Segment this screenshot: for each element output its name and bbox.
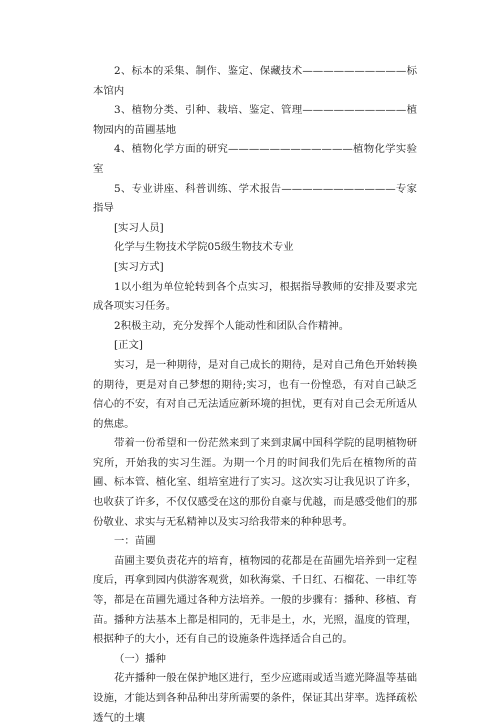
paragraph-line: 5、专业讲座、科普训练、学术报告———————————专家指导 [93, 182, 417, 215]
paragraph-line: 花卉播种一般在保护地区进行，至少应遮雨或适当遮光降温等基础设施，才能达到各种品种出芽所需要的条件，保证其出芽率。选择疏松透气的土壤 [93, 672, 417, 724]
section-heading: [实习人员] [114, 221, 164, 234]
paragraph-line: 4、植物化学方面的研究————————————植物化学实验室 [93, 143, 417, 175]
paragraph-line: 实习，是一种期待，是对自己成长的期待，是对自己角色开始转换的期待，更是对自己梦想的期待;实习，也有一份惶恐，有对自己缺乏信心的不安，有对自己无法适应新环境的担忧，更有对自己会无所适从的焦虑。 [93, 358, 417, 430]
paragraph-line: 2积极主动，充分发挥个人能动性和团队合作精神。 [114, 319, 350, 332]
paragraph-line: 3、植物分类、引种、栽培、鉴定、管理——————————植物园内的苗圃基地 [93, 104, 417, 136]
section-heading: [正文] [114, 339, 143, 352]
subsection-heading: 一：苗圃 [114, 535, 156, 548]
paragraph-line: 1以小组为单位轮转到各个点实习，根据指导教师的安排及要求完成各项实习任务。 [93, 280, 417, 313]
document-body [93, 62, 417, 728]
section-heading: [实习方式] [114, 260, 164, 273]
paragraph-line: 苗圃主要负责花卉的培育，植物园的花都是在苗圃先培养到一定程度后，再拿到园内供游客观赏，如秋海棠、千日红、石榴花、一串红等等，都是在苗圃先通过各种方法培养。一般的步骤有：播种、移植、育苗。播种方法基本上都是相同的，无非是土，水，光照，温度的管理，根据种子的大小，还有自己的设施条件选择适合自己的。 [93, 554, 417, 646]
subsection-heading: （一）播种 [114, 652, 166, 665]
paragraph-line: 化学与生物技术学院05级生物技术专业 [114, 241, 294, 254]
paragraph-line: 2、标本的采集、制作、鉴定、保藏技术——————————标本馆内 [93, 65, 417, 97]
paragraph-line: 带着一份希望和一份茫然来到了来到隶属中国科学院的昆明植物研究所，开始我的实习生涯。为期一个月的时间我们先后在植物所的苗圃、标本管、植化室、组培室进行了实习。这次实习让我见识了许多，也收获了许多，不仅仅感受在这的那份自豪与优越，而是感受他们的那份敬业、求实与无私精神以及实习给我带来的种种思考。 [93, 437, 417, 528]
